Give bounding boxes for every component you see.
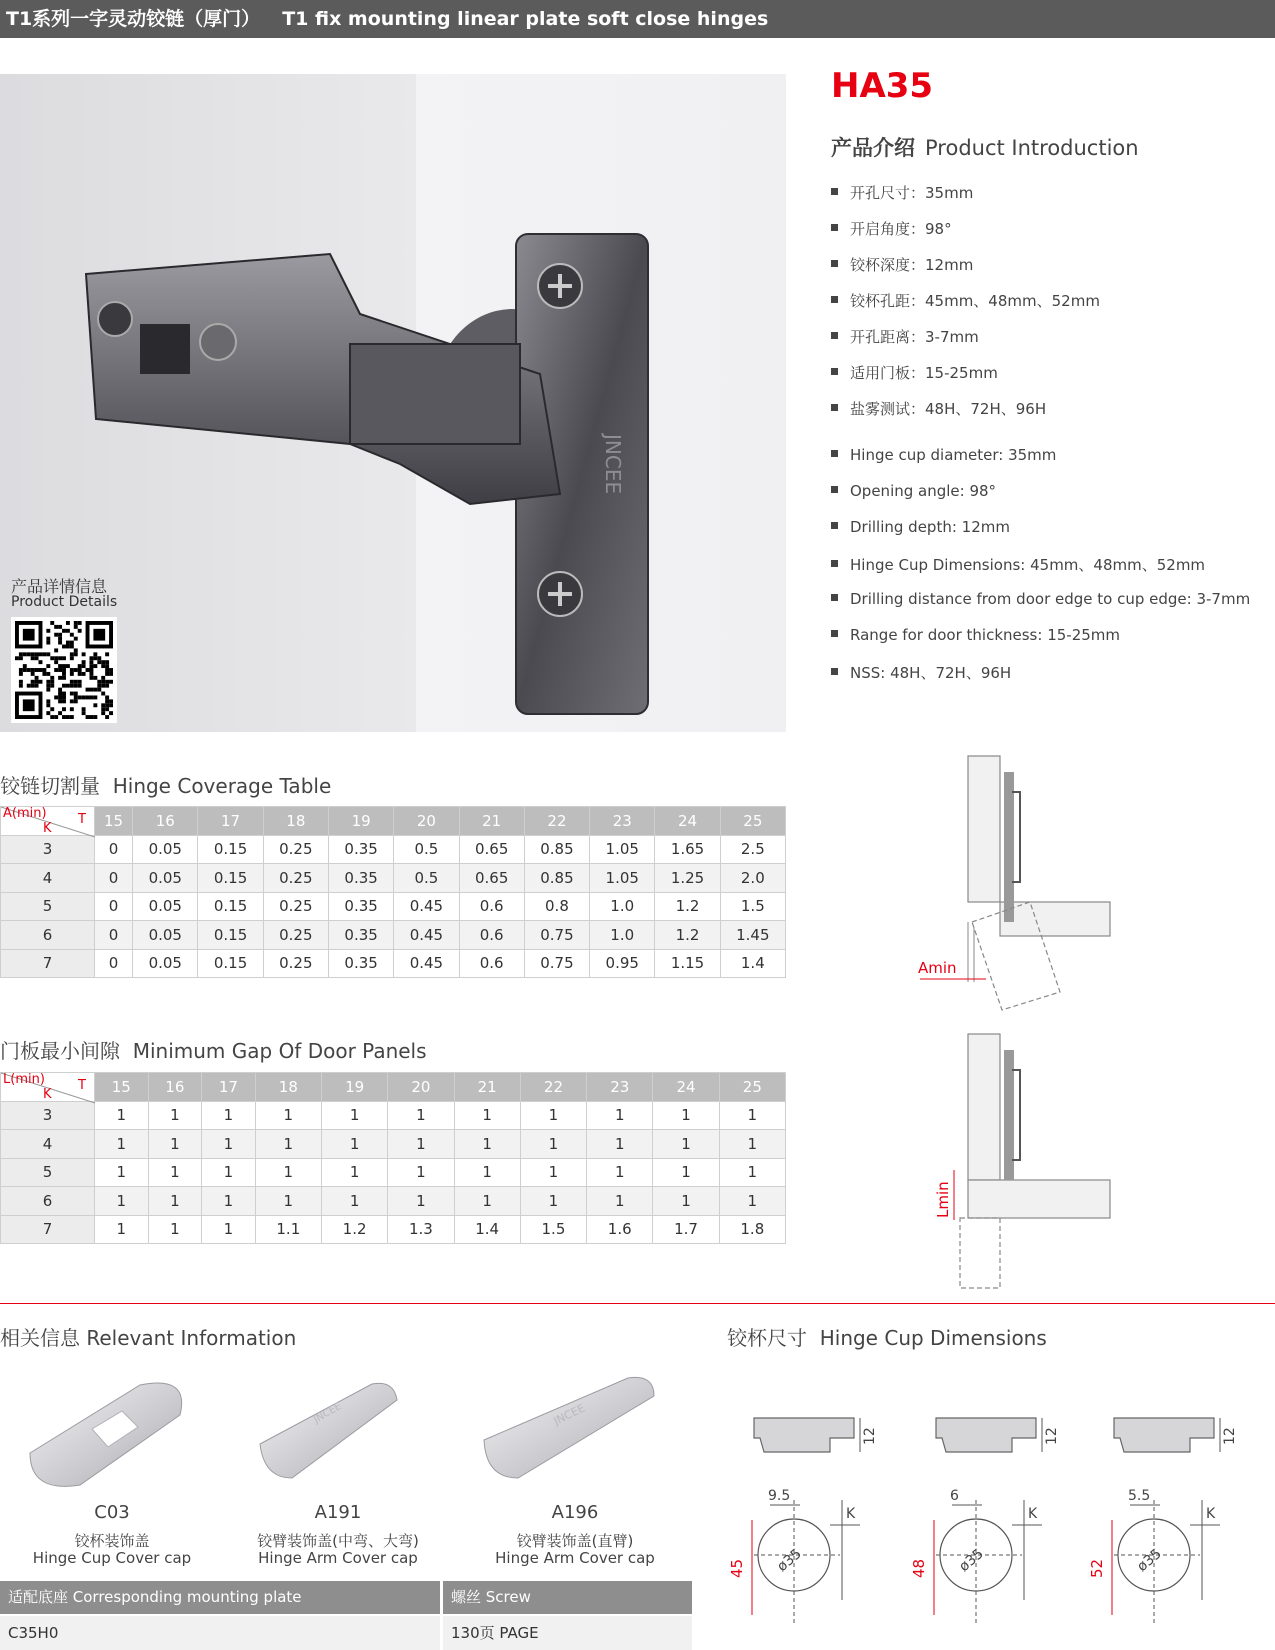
mounting-plate-table bbox=[0, 1581, 692, 1650]
accessory-name-cn: 铰臂装饰盖(直臂) bbox=[516, 1532, 634, 1550]
table-cell: 0.5 bbox=[394, 864, 459, 893]
column-header: 23 bbox=[590, 807, 655, 836]
table-cell: 1.0 bbox=[590, 921, 655, 950]
cup-k-label: K bbox=[846, 1506, 856, 1522]
table-cell: 1.2 bbox=[321, 1215, 387, 1244]
intro-heading bbox=[831, 132, 1139, 162]
amin-diagram bbox=[900, 752, 1120, 1014]
column-header: 18 bbox=[263, 807, 328, 836]
spec-cn-item: 开孔距离：3-7mm bbox=[831, 326, 979, 347]
table-row bbox=[1, 1101, 786, 1130]
table-cell: 1 bbox=[255, 1101, 321, 1130]
table-cell: 1 bbox=[454, 1158, 520, 1187]
spec-cn-item: 铰杯孔距：45mm、48mm、52mm bbox=[831, 290, 1100, 311]
column-header: 20 bbox=[394, 807, 459, 836]
gap-table bbox=[0, 1072, 786, 1244]
mounting-plate-label: 适配底座 Corresponding mounting plate bbox=[0, 1581, 440, 1614]
cup-diameter-label: ø35 bbox=[956, 1545, 987, 1576]
table-cell: 1 bbox=[719, 1101, 785, 1130]
table-cell: 0.05 bbox=[133, 835, 198, 864]
table-cell: 1 bbox=[255, 1187, 321, 1216]
spec-cn-item: 开孔尺寸：35mm bbox=[831, 182, 973, 203]
gap-heading: 门板最小间隙 Minimum Gap Of Door Panels bbox=[0, 1039, 427, 1063]
bullet-square-icon bbox=[831, 486, 838, 493]
table-cell: 0.8 bbox=[524, 892, 589, 921]
accessory-code: A196 bbox=[551, 1502, 599, 1523]
hinge-illustration bbox=[0, 74, 786, 732]
column-header: 19 bbox=[328, 807, 393, 836]
table-cell: 2.0 bbox=[720, 864, 785, 893]
table-cell: 1 bbox=[719, 1130, 785, 1159]
table-cell: 1 bbox=[587, 1158, 653, 1187]
column-header: 16 bbox=[148, 1073, 202, 1102]
table-cell: 1 bbox=[520, 1130, 586, 1159]
column-header: 22 bbox=[524, 807, 589, 836]
table-cell: 0 bbox=[95, 835, 133, 864]
accessory-code: A191 bbox=[314, 1502, 362, 1523]
spec-cn-item: 铰杯深度：12mm bbox=[831, 254, 973, 275]
row-k-value: 7 bbox=[1, 1215, 95, 1244]
table-cell: 1.4 bbox=[720, 949, 785, 978]
column-header: 25 bbox=[720, 807, 785, 836]
bullet-square-icon bbox=[831, 224, 838, 231]
table-cell: 0.6 bbox=[459, 949, 524, 978]
table-cell: 0.25 bbox=[263, 864, 328, 893]
table-cell: 1.1 bbox=[255, 1215, 321, 1244]
table-row bbox=[1, 1187, 786, 1216]
table-cell: 1 bbox=[148, 1130, 202, 1159]
table-cell: 0 bbox=[95, 892, 133, 921]
table-cell: 0.15 bbox=[198, 921, 263, 950]
cup-diameter-label: ø35 bbox=[1134, 1545, 1165, 1576]
cup-dimension-drawing bbox=[730, 1400, 908, 1640]
column-header: 22 bbox=[520, 1073, 586, 1102]
lmin-diagram bbox=[900, 1030, 1120, 1292]
table-cell: 1 bbox=[95, 1187, 149, 1216]
qr-code-pattern bbox=[15, 621, 113, 719]
bullet-square-icon bbox=[831, 560, 838, 567]
table-cell: 1 bbox=[148, 1158, 202, 1187]
table-cell: 1 bbox=[255, 1158, 321, 1187]
table-cell: 1 bbox=[321, 1130, 387, 1159]
row-k-value: 5 bbox=[1, 1158, 95, 1187]
screw-value: 130页 PAGE bbox=[443, 1616, 692, 1650]
table-cell: 1 bbox=[719, 1187, 785, 1216]
table-row bbox=[1, 1158, 786, 1187]
cup-depth-label: 12 bbox=[1044, 1427, 1060, 1445]
accessory-name-cn: 铰杯装饰盖 bbox=[74, 1532, 150, 1550]
spec-cn-item: 开启角度：98° bbox=[831, 218, 952, 239]
table-cell: 0.45 bbox=[394, 921, 459, 950]
column-header: 24 bbox=[655, 807, 720, 836]
bullet-square-icon bbox=[831, 522, 838, 529]
table-cell: 1 bbox=[202, 1187, 256, 1216]
model-number: HA35 bbox=[831, 66, 934, 106]
column-header: 18 bbox=[255, 1073, 321, 1102]
table-cell: 1 bbox=[321, 1187, 387, 1216]
table-cell: 1.15 bbox=[655, 949, 720, 978]
table-cell: 1.05 bbox=[590, 864, 655, 893]
cup-depth-label: 12 bbox=[862, 1427, 878, 1445]
table-cell: 0.45 bbox=[394, 892, 459, 921]
table-cell: 1 bbox=[95, 1101, 149, 1130]
cup-spacing-label: 48 bbox=[910, 1558, 928, 1578]
row-k-value: 4 bbox=[1, 1130, 95, 1159]
spec-en-item: Hinge Cup Dimensions: 45mm、48mm、52mm bbox=[831, 554, 1205, 575]
table-cell: 0.35 bbox=[328, 921, 393, 950]
table-cell: 0.95 bbox=[590, 949, 655, 978]
table-cell: 0.25 bbox=[263, 921, 328, 950]
table-cell: 0 bbox=[95, 921, 133, 950]
spec-cn-item: 盐雾测试：48H、72H、96H bbox=[831, 398, 1046, 419]
accessory-name-en: Hinge Arm Cover cap bbox=[258, 1549, 418, 1567]
table-corner-cell: L(min) T K bbox=[1, 1073, 95, 1102]
table-cell: 0.25 bbox=[263, 892, 328, 921]
table-cell: 1 bbox=[148, 1187, 202, 1216]
cap-brand-mark: JNCEE bbox=[551, 1401, 588, 1428]
table-cell: 0 bbox=[95, 949, 133, 978]
product-photo bbox=[0, 74, 786, 732]
relevant-heading: 相关信息 Relevant Information bbox=[0, 1326, 297, 1350]
table-cell: 1 bbox=[388, 1158, 454, 1187]
bullet-square-icon bbox=[831, 404, 838, 411]
bullet-square-icon bbox=[831, 296, 838, 303]
qr-code[interactable] bbox=[11, 617, 117, 723]
column-header: 20 bbox=[388, 1073, 454, 1102]
bullet-square-icon bbox=[831, 188, 838, 195]
table-row bbox=[1, 949, 786, 978]
column-header: 21 bbox=[454, 1073, 520, 1102]
table-cell: 1 bbox=[95, 1158, 149, 1187]
table-header-row bbox=[1, 1073, 786, 1102]
row-k-value: 4 bbox=[1, 864, 95, 893]
bullet-square-icon bbox=[831, 260, 838, 267]
column-header: 17 bbox=[198, 807, 263, 836]
table-cell: 2.5 bbox=[720, 835, 785, 864]
product-details-subtitle: Product Details bbox=[11, 594, 118, 610]
cup-dims-heading: 铰杯尺寸 Hinge Cup Dimensions bbox=[727, 1326, 1047, 1350]
coverage-table bbox=[0, 806, 786, 978]
spec-en-item: Range for door thickness: 15-25mm bbox=[831, 626, 1120, 644]
table-cell: 0.15 bbox=[198, 835, 263, 864]
table-cell: 0.65 bbox=[459, 835, 524, 864]
table-cell: 1.65 bbox=[655, 835, 720, 864]
accessory-name-cn: 铰臂装饰盖(中弯、大弯) bbox=[257, 1532, 419, 1550]
cup-diameter-label: ø35 bbox=[774, 1545, 805, 1576]
table-cell: 1 bbox=[520, 1158, 586, 1187]
lmin-label: Lmin bbox=[934, 1181, 952, 1218]
table-cell: 1 bbox=[520, 1101, 586, 1130]
table-cell: 1.3 bbox=[388, 1215, 454, 1244]
cover-cap-a191-image bbox=[252, 1378, 402, 1493]
table-cell: 1.2 bbox=[655, 921, 720, 950]
column-header: 25 bbox=[719, 1073, 785, 1102]
table-cell: 1.5 bbox=[520, 1215, 586, 1244]
table-cell: 0.05 bbox=[133, 864, 198, 893]
cup-offset-label: 6 bbox=[950, 1488, 959, 1504]
table-cell: 1.05 bbox=[590, 835, 655, 864]
column-header: 21 bbox=[459, 807, 524, 836]
table-cell: 0.5 bbox=[394, 835, 459, 864]
bullet-square-icon bbox=[831, 630, 838, 637]
table-cell: 1.25 bbox=[655, 864, 720, 893]
table-cell: 0.35 bbox=[328, 864, 393, 893]
intro-heading-cn: 产品介绍 bbox=[831, 136, 915, 160]
table-cell: 0.85 bbox=[524, 835, 589, 864]
photo-brand-mark: JNCEE bbox=[601, 434, 625, 495]
spec-en-item: NSS: 48H、72H、96H bbox=[831, 662, 1011, 683]
bullet-square-icon bbox=[831, 332, 838, 339]
table-cell: 1.0 bbox=[590, 892, 655, 921]
column-header: 23 bbox=[587, 1073, 653, 1102]
table-row bbox=[1, 1130, 786, 1159]
table-cell: 1 bbox=[148, 1215, 202, 1244]
cup-spacing-label: 52 bbox=[1088, 1558, 1106, 1578]
table-cell: 0.25 bbox=[263, 949, 328, 978]
cover-cap-a196-image bbox=[478, 1370, 658, 1485]
column-header: 24 bbox=[653, 1073, 719, 1102]
table-cell: 1 bbox=[388, 1130, 454, 1159]
table-cell: 1 bbox=[321, 1158, 387, 1187]
table-cell: 0.65 bbox=[459, 864, 524, 893]
table-cell: 0.85 bbox=[524, 864, 589, 893]
spec-cn-item: 适用门板：15-25mm bbox=[831, 362, 998, 383]
table-cell: 1 bbox=[653, 1187, 719, 1216]
table-cell: 1 bbox=[202, 1130, 256, 1159]
cap-brand-mark: JNCEE bbox=[312, 1401, 344, 1426]
table-cell: 1 bbox=[255, 1130, 321, 1159]
table-cell: 1 bbox=[454, 1101, 520, 1130]
spec-en-item: Drilling distance from door edge to cup edge: 3-7mm bbox=[831, 590, 1250, 608]
column-header: 19 bbox=[321, 1073, 387, 1102]
table-cell: 1 bbox=[95, 1130, 149, 1159]
table-cell: 1 bbox=[95, 1215, 149, 1244]
screw-label: 螺丝 Screw bbox=[443, 1581, 692, 1614]
table-cell: 1 bbox=[454, 1130, 520, 1159]
table-cell: 1 bbox=[148, 1101, 202, 1130]
cup-dimension-drawing bbox=[1090, 1400, 1268, 1640]
cup-k-label: K bbox=[1206, 1506, 1216, 1522]
table-row bbox=[1, 864, 786, 893]
table-cell: 0.35 bbox=[328, 949, 393, 978]
table-cell: 1.2 bbox=[655, 892, 720, 921]
table-cell: 0.15 bbox=[198, 892, 263, 921]
table-cell: 1 bbox=[321, 1101, 387, 1130]
spec-en-item: Hinge cup diameter: 35mm bbox=[831, 446, 1056, 464]
table-cell: 0.45 bbox=[394, 949, 459, 978]
column-header: 17 bbox=[202, 1073, 256, 1102]
accessory-code: C03 bbox=[94, 1502, 130, 1523]
intro-heading-en: Product Introduction bbox=[925, 136, 1139, 160]
table-cell: 0.6 bbox=[459, 921, 524, 950]
amin-label: Amin bbox=[918, 959, 957, 977]
table-cell: 0.35 bbox=[328, 892, 393, 921]
column-header: 15 bbox=[95, 807, 133, 836]
row-k-value: 3 bbox=[1, 835, 95, 864]
bullet-square-icon bbox=[831, 594, 838, 601]
table-cell: 1.8 bbox=[719, 1215, 785, 1244]
bullet-square-icon bbox=[831, 368, 838, 375]
table-cell: 0.15 bbox=[198, 864, 263, 893]
table-cell: 1 bbox=[388, 1187, 454, 1216]
header-bar bbox=[0, 0, 1275, 38]
table-cell: 1 bbox=[202, 1101, 256, 1130]
table-cell: 1.6 bbox=[587, 1215, 653, 1244]
cup-dimension-drawing bbox=[912, 1400, 1090, 1640]
table-cell: 0.75 bbox=[524, 921, 589, 950]
cover-cap-c03-image bbox=[20, 1375, 205, 1495]
header-title-cn: T1系列一字灵动铰链（厚门） bbox=[6, 8, 261, 30]
mounting-plate-value: C35H0 bbox=[0, 1616, 440, 1650]
accessory-name-en: Hinge Cup Cover cap bbox=[32, 1549, 192, 1567]
table-cell: 1 bbox=[388, 1101, 454, 1130]
table-cell: 0.35 bbox=[328, 835, 393, 864]
column-header: 15 bbox=[95, 1073, 149, 1102]
table-row bbox=[1, 921, 786, 950]
row-k-value: 3 bbox=[1, 1101, 95, 1130]
table-cell: 0.6 bbox=[459, 892, 524, 921]
spec-en-item: Opening angle: 98° bbox=[831, 482, 996, 500]
table-cell: 1 bbox=[202, 1215, 256, 1244]
table-cell: 1 bbox=[719, 1158, 785, 1187]
table-cell: 0.05 bbox=[133, 892, 198, 921]
table-cell: 1 bbox=[653, 1158, 719, 1187]
table-cell: 0.25 bbox=[263, 835, 328, 864]
table-cell: 1 bbox=[653, 1101, 719, 1130]
row-k-value: 5 bbox=[1, 892, 95, 921]
table-cell: 1 bbox=[587, 1130, 653, 1159]
row-k-value: 6 bbox=[1, 921, 95, 950]
bullet-square-icon bbox=[831, 450, 838, 457]
table-cell: 1 bbox=[202, 1158, 256, 1187]
table-cell: 1 bbox=[587, 1101, 653, 1130]
cup-offset-label: 9.5 bbox=[768, 1488, 791, 1504]
table-cell: 0.15 bbox=[198, 949, 263, 978]
section-divider bbox=[0, 1303, 1275, 1304]
table-cell: 0.05 bbox=[133, 949, 198, 978]
table-cell: 1 bbox=[587, 1187, 653, 1216]
cup-spacing-label: 45 bbox=[728, 1558, 746, 1578]
bullet-square-icon bbox=[831, 668, 838, 675]
table-cell: 1 bbox=[653, 1130, 719, 1159]
cup-depth-label: 12 bbox=[1222, 1427, 1238, 1445]
table-corner-cell: A(min) T K bbox=[1, 807, 95, 836]
spec-en-item: Drilling depth: 12mm bbox=[831, 518, 1010, 536]
coverage-heading: 铰链切割量 Hinge Coverage Table bbox=[0, 774, 332, 798]
table-cell: 1.5 bbox=[720, 892, 785, 921]
accessory-name-en: Hinge Arm Cover cap bbox=[495, 1549, 655, 1567]
table-cell: 0.05 bbox=[133, 921, 198, 950]
table-header-row bbox=[1, 807, 786, 836]
table-cell: 1.45 bbox=[720, 921, 785, 950]
table-cell: 1.4 bbox=[454, 1215, 520, 1244]
table-row bbox=[1, 892, 786, 921]
cup-k-label: K bbox=[1028, 1506, 1038, 1522]
product-details-title: 产品详情信息 bbox=[11, 577, 108, 596]
row-k-value: 6 bbox=[1, 1187, 95, 1216]
table-cell: 1.7 bbox=[653, 1215, 719, 1244]
table-cell: 1 bbox=[520, 1187, 586, 1216]
row-k-value: 7 bbox=[1, 949, 95, 978]
cup-offset-label: 5.5 bbox=[1128, 1488, 1151, 1504]
table-row bbox=[1, 835, 786, 864]
column-header: 16 bbox=[133, 807, 198, 836]
table-cell: 1 bbox=[454, 1187, 520, 1216]
header-title-en: T1 fix mounting linear plate soft close hinges bbox=[282, 8, 769, 30]
table-row bbox=[1, 1215, 786, 1244]
table-cell: 0 bbox=[95, 864, 133, 893]
table-cell: 0.75 bbox=[524, 949, 589, 978]
